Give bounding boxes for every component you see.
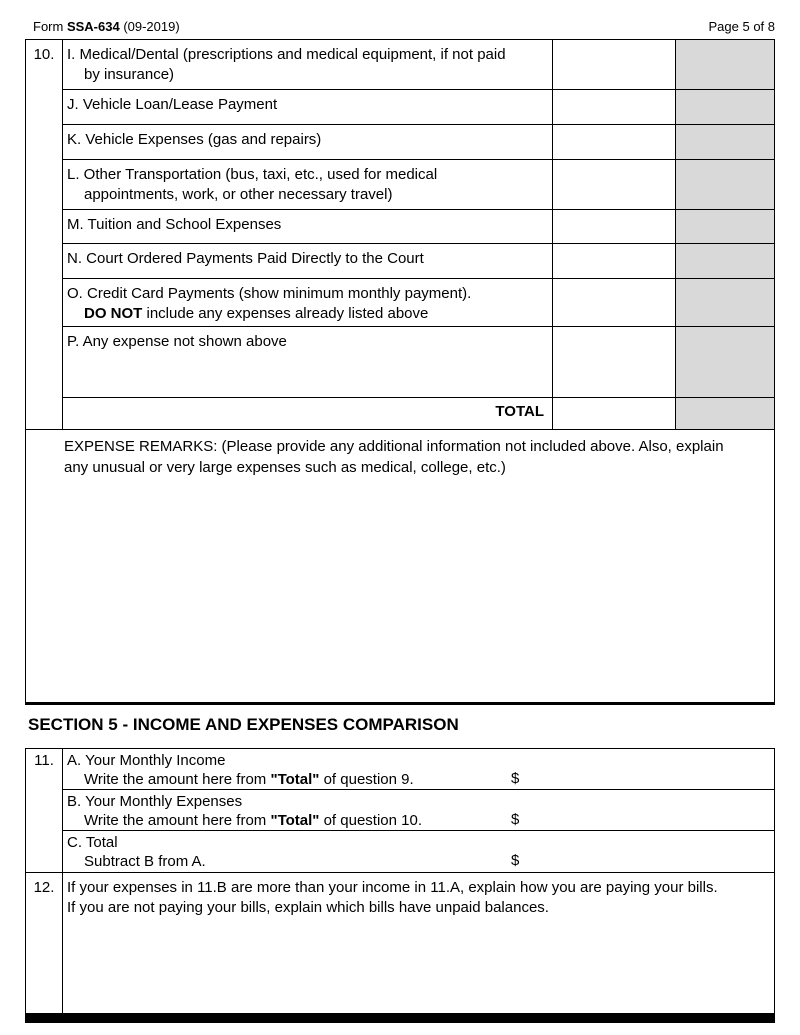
question-number-10: 10. bbox=[26, 40, 63, 429]
form-prefix: Form bbox=[33, 19, 67, 34]
page-header bbox=[25, 19, 775, 34]
income-row-line: C. Total bbox=[67, 834, 118, 851]
page-bottom-bar bbox=[25, 1014, 775, 1023]
remarks-writing-area[interactable] bbox=[64, 478, 760, 686]
expense-label-i bbox=[63, 40, 552, 89]
expense-label-o bbox=[63, 279, 552, 326]
question-12-line: If you are not paying your bills, explain which bills have unpaid balances. bbox=[67, 899, 549, 916]
shaded-cell bbox=[675, 327, 774, 397]
expense-row-k bbox=[63, 125, 774, 160]
expense-label-j bbox=[63, 90, 552, 124]
expense-label-line: O. Credit Card Payments (show minimum monthly payment). bbox=[67, 285, 472, 302]
question-11-group bbox=[26, 749, 774, 873]
question-10-table bbox=[25, 39, 775, 705]
expense-label-line: by insurance) bbox=[84, 66, 175, 83]
expense-label-line: K. Vehicle Expenses (gas and repairs) bbox=[67, 131, 322, 148]
income-row-line: A. Your Monthly Income bbox=[67, 752, 226, 769]
instruction-text: Write the amount here from bbox=[84, 771, 271, 788]
expense-label-line: L. Other Transportation (bus, taxi, etc., used for medical bbox=[67, 166, 438, 183]
income-row-b bbox=[63, 790, 774, 831]
shaded-cell bbox=[675, 244, 774, 278]
income-row-c bbox=[63, 831, 774, 872]
question-number-11: 11. bbox=[26, 749, 63, 872]
expense-label-line: I. Medical/Dental (prescriptions and medical equipment, if not paid bbox=[67, 46, 506, 63]
dollar-sign: $ bbox=[511, 811, 520, 828]
expense-label-p bbox=[63, 327, 552, 397]
remarks-text-line: any unusual or very large expenses such as medical, college, etc.) bbox=[64, 459, 506, 476]
do-not-emphasis: DO NOT bbox=[84, 305, 143, 322]
shaded-cell bbox=[675, 90, 774, 124]
amount-write-area[interactable] bbox=[529, 768, 768, 787]
total-reference: "Total" bbox=[270, 812, 320, 829]
shaded-cell bbox=[675, 398, 774, 429]
expense-label-m bbox=[63, 210, 552, 243]
answer-writing-area[interactable] bbox=[67, 918, 764, 1010]
shaded-cell bbox=[675, 210, 774, 243]
expense-row-i bbox=[63, 40, 774, 90]
amount-input-cell[interactable] bbox=[552, 279, 675, 326]
expense-row-o bbox=[63, 279, 774, 327]
amount-input-cell[interactable] bbox=[552, 160, 675, 209]
question-10-upper bbox=[26, 40, 774, 430]
expense-row-l bbox=[63, 160, 774, 210]
dollar-sign: $ bbox=[511, 852, 520, 869]
amount-input-cell[interactable] bbox=[552, 210, 675, 243]
expense-remarks-cell bbox=[26, 430, 774, 702]
amount-write-area[interactable] bbox=[529, 850, 768, 870]
instruction-text: of question 10. bbox=[319, 812, 422, 829]
instruction-text: of question 9. bbox=[319, 771, 414, 788]
shaded-cell bbox=[675, 160, 774, 209]
dollar-sign: $ bbox=[511, 770, 520, 787]
instruction-text: Write the amount here from bbox=[84, 812, 271, 829]
total-amount-cell[interactable] bbox=[552, 398, 675, 429]
expense-label-line: J. Vehicle Loan/Lease Payment bbox=[67, 96, 278, 113]
expense-rows bbox=[63, 40, 774, 429]
remarks-text-line: EXPENSE REMARKS: (Please provide any additional information not included above. Also, explain bbox=[64, 438, 724, 455]
amount-input-cell[interactable] bbox=[552, 125, 675, 159]
question-number-12: 12. bbox=[26, 873, 63, 1013]
expense-label-l bbox=[63, 160, 552, 209]
question-12-row bbox=[26, 873, 774, 1013]
total-label: TOTAL bbox=[495, 403, 544, 420]
expense-label-line bbox=[67, 304, 544, 324]
expense-label-n bbox=[63, 244, 552, 278]
form-identifier bbox=[33, 19, 180, 34]
expense-row-j bbox=[63, 90, 774, 125]
form-number: SSA-634 bbox=[66, 19, 120, 34]
amount-input-cell[interactable] bbox=[552, 327, 675, 397]
amount-write-area[interactable] bbox=[529, 809, 768, 828]
instruction-text: Subtract B from A. bbox=[84, 853, 206, 870]
expense-label-line: appointments, work, or other necessary travel) bbox=[84, 186, 393, 203]
total-row bbox=[63, 398, 774, 429]
expense-label-rest: include any expenses already listed above bbox=[142, 305, 429, 322]
amount-input-cell[interactable] bbox=[552, 40, 675, 89]
total-reference: "Total" bbox=[270, 771, 320, 788]
expense-label-line: P. Any expense not shown above bbox=[67, 333, 287, 350]
section-5-heading: SECTION 5 - INCOME AND EXPENSES COMPARISON bbox=[28, 715, 459, 734]
question-12-text bbox=[63, 873, 774, 1013]
form-revision: (09-2019) bbox=[119, 19, 180, 34]
expense-label-line: M. Tuition and School Expenses bbox=[67, 216, 282, 233]
expense-row-n bbox=[63, 244, 774, 279]
question-11-12-table bbox=[25, 748, 775, 1014]
amount-input-cell[interactable] bbox=[552, 90, 675, 124]
income-row-line: B. Your Monthly Expenses bbox=[67, 793, 243, 810]
shaded-cell bbox=[675, 279, 774, 326]
expense-label-line: N. Court Ordered Payments Paid Directly to the Court bbox=[67, 250, 424, 267]
page-indicator: Page 5 of 8 bbox=[708, 19, 775, 34]
income-comparison-rows bbox=[63, 749, 774, 872]
expense-row-p bbox=[63, 327, 774, 398]
question-12-line: If your expenses in 11.B are more than your income in 11.A, explain how you are paying your bills. bbox=[67, 879, 718, 896]
expense-label-k bbox=[63, 125, 552, 159]
income-row-a bbox=[63, 749, 774, 790]
amount-input-cell[interactable] bbox=[552, 244, 675, 278]
shaded-cell bbox=[675, 125, 774, 159]
shaded-cell bbox=[675, 40, 774, 89]
expense-row-m bbox=[63, 210, 774, 244]
